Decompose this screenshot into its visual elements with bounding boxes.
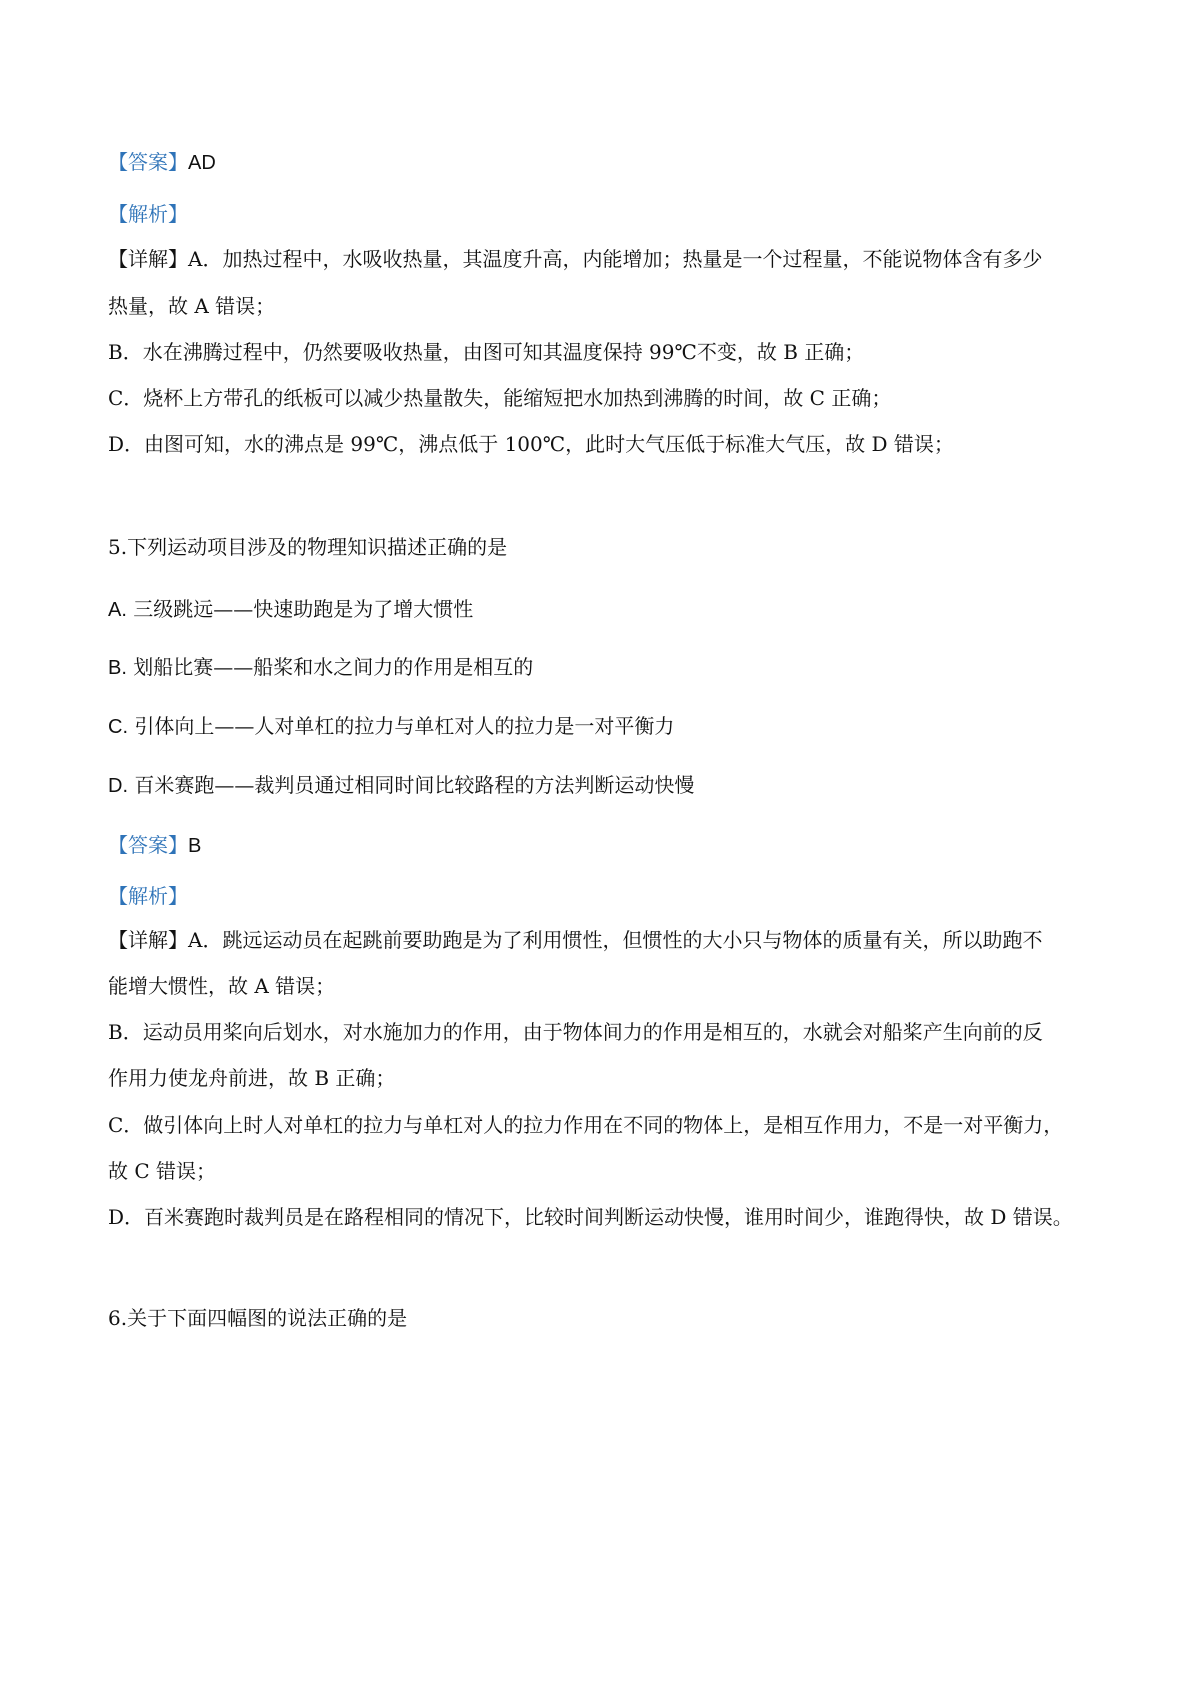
q5-option-c-text: 引体向上——人对单杠的拉力与单杠对人的拉力是一对平衡力	[134, 714, 675, 738]
q4-line-d-text: D．由图可知，水的沸点是 99℃，沸点低于 100℃，此时大气压低于标准大气压，故 D 错误；	[108, 432, 954, 456]
q4-answer-line	[108, 147, 216, 178]
q5-answer-line	[108, 830, 201, 861]
q5-question-text: 5.下列运动项目涉及的物理知识描述正确的是	[108, 535, 508, 559]
q5-analysis-tag-line	[108, 881, 188, 911]
q4-detail-tag: 【详解】	[108, 247, 188, 271]
q5-question	[108, 532, 507, 562]
q6-question	[108, 1303, 407, 1333]
q5-detail-c-line-2	[108, 1156, 216, 1186]
q4-detail-line-2	[108, 291, 275, 321]
q4-line-c-text: C．烧杯上方带孔的纸板可以减少热量散失，能缩短把水加热到沸腾的时间，故 C 正确；	[108, 386, 892, 410]
q4-detail-line-1	[108, 244, 1042, 274]
q4-line-d	[108, 429, 954, 459]
q4-line-c	[108, 383, 891, 413]
q5-option-d-letter: D.	[108, 775, 128, 797]
q6-question-text: 6.关于下面四幅图的说法正确的是	[108, 1306, 408, 1330]
q5-option-b-letter: B.	[108, 657, 127, 679]
q4-line-b	[108, 337, 864, 367]
q5-option-d	[108, 770, 694, 801]
q5-detail-b-text-2: 作用力使龙舟前进，故 B 正确；	[108, 1066, 396, 1090]
q4-detail-text-2: 热量，故 A 错误；	[108, 294, 276, 318]
q4-analysis-tag: 【解析】	[108, 202, 188, 226]
q5-option-a	[108, 594, 473, 625]
q5-option-a-text: 三级跳远——快速助跑是为了增大惯性	[133, 597, 474, 621]
q5-detail-c-text-1: C．做引体向上时人对单杠的拉力与单杠对人的拉力作用在不同的物体上，是相互作用力，不是一对平衡力，	[108, 1113, 1064, 1137]
q5-option-a-letter: A.	[108, 599, 127, 621]
q5-detail-a-line-2	[108, 971, 335, 1001]
q4-line-b-text: B．水在沸腾过程中，仍然要吸收热量，由图可知其温度保持 99℃不变，故 B 正确；	[108, 340, 865, 364]
q5-answer-value: B	[188, 835, 202, 857]
q5-detail-a-line-1	[108, 925, 1042, 955]
q5-option-b-text: 划船比赛——船桨和水之间力的作用是相互的	[133, 655, 534, 679]
q4-detail-text-1: A．加热过程中，水吸收热量，其温度升高，内能增加；热量是一个过程量，不能说物体含有多少	[188, 247, 1043, 271]
q5-detail-c-text-2: 故 C 错误；	[108, 1159, 217, 1183]
q4-analysis-tag-line	[108, 199, 188, 229]
q5-detail-b-text-1: B．运动员用桨向后划水，对水施加力的作用，由于物体间力的作用是相互的，水就会对船桨产生向前的反	[108, 1020, 1043, 1044]
q5-detail-b-line-1	[108, 1017, 1043, 1047]
q5-detail-d-line-1	[108, 1202, 1073, 1232]
q5-detail-c-line-1	[108, 1110, 1063, 1140]
q5-analysis-tag: 【解析】	[108, 884, 188, 908]
q5-answer-tag: 【答案】	[108, 833, 188, 857]
q4-answer-value: AD	[188, 152, 216, 174]
q5-option-b	[108, 652, 533, 683]
q5-option-c	[108, 711, 674, 742]
q5-detail-a-text-1: A．跳远运动员在起跳前要助跑是为了利用惯性，但惯性的大小只与物体的质量有关，所以助跑不	[188, 928, 1043, 952]
q5-option-d-text: 百米赛跑——裁判员通过相同时间比较路程的方法判断运动快慢	[134, 773, 695, 797]
q5-detail-d-text-1: D．百米赛跑时裁判员是在路程相同的情况下，比较时间判断运动快慢，谁用时间少，谁跑得快，故 D 错误。	[108, 1205, 1073, 1229]
q5-detail-b-line-2	[108, 1063, 395, 1093]
q5-option-c-letter: C.	[108, 716, 128, 738]
q5-detail-a-text-2: 能增大惯性，故 A 错误；	[108, 974, 336, 998]
q4-answer-tag: 【答案】	[108, 150, 188, 174]
q5-detail-tag: 【详解】	[108, 928, 188, 952]
